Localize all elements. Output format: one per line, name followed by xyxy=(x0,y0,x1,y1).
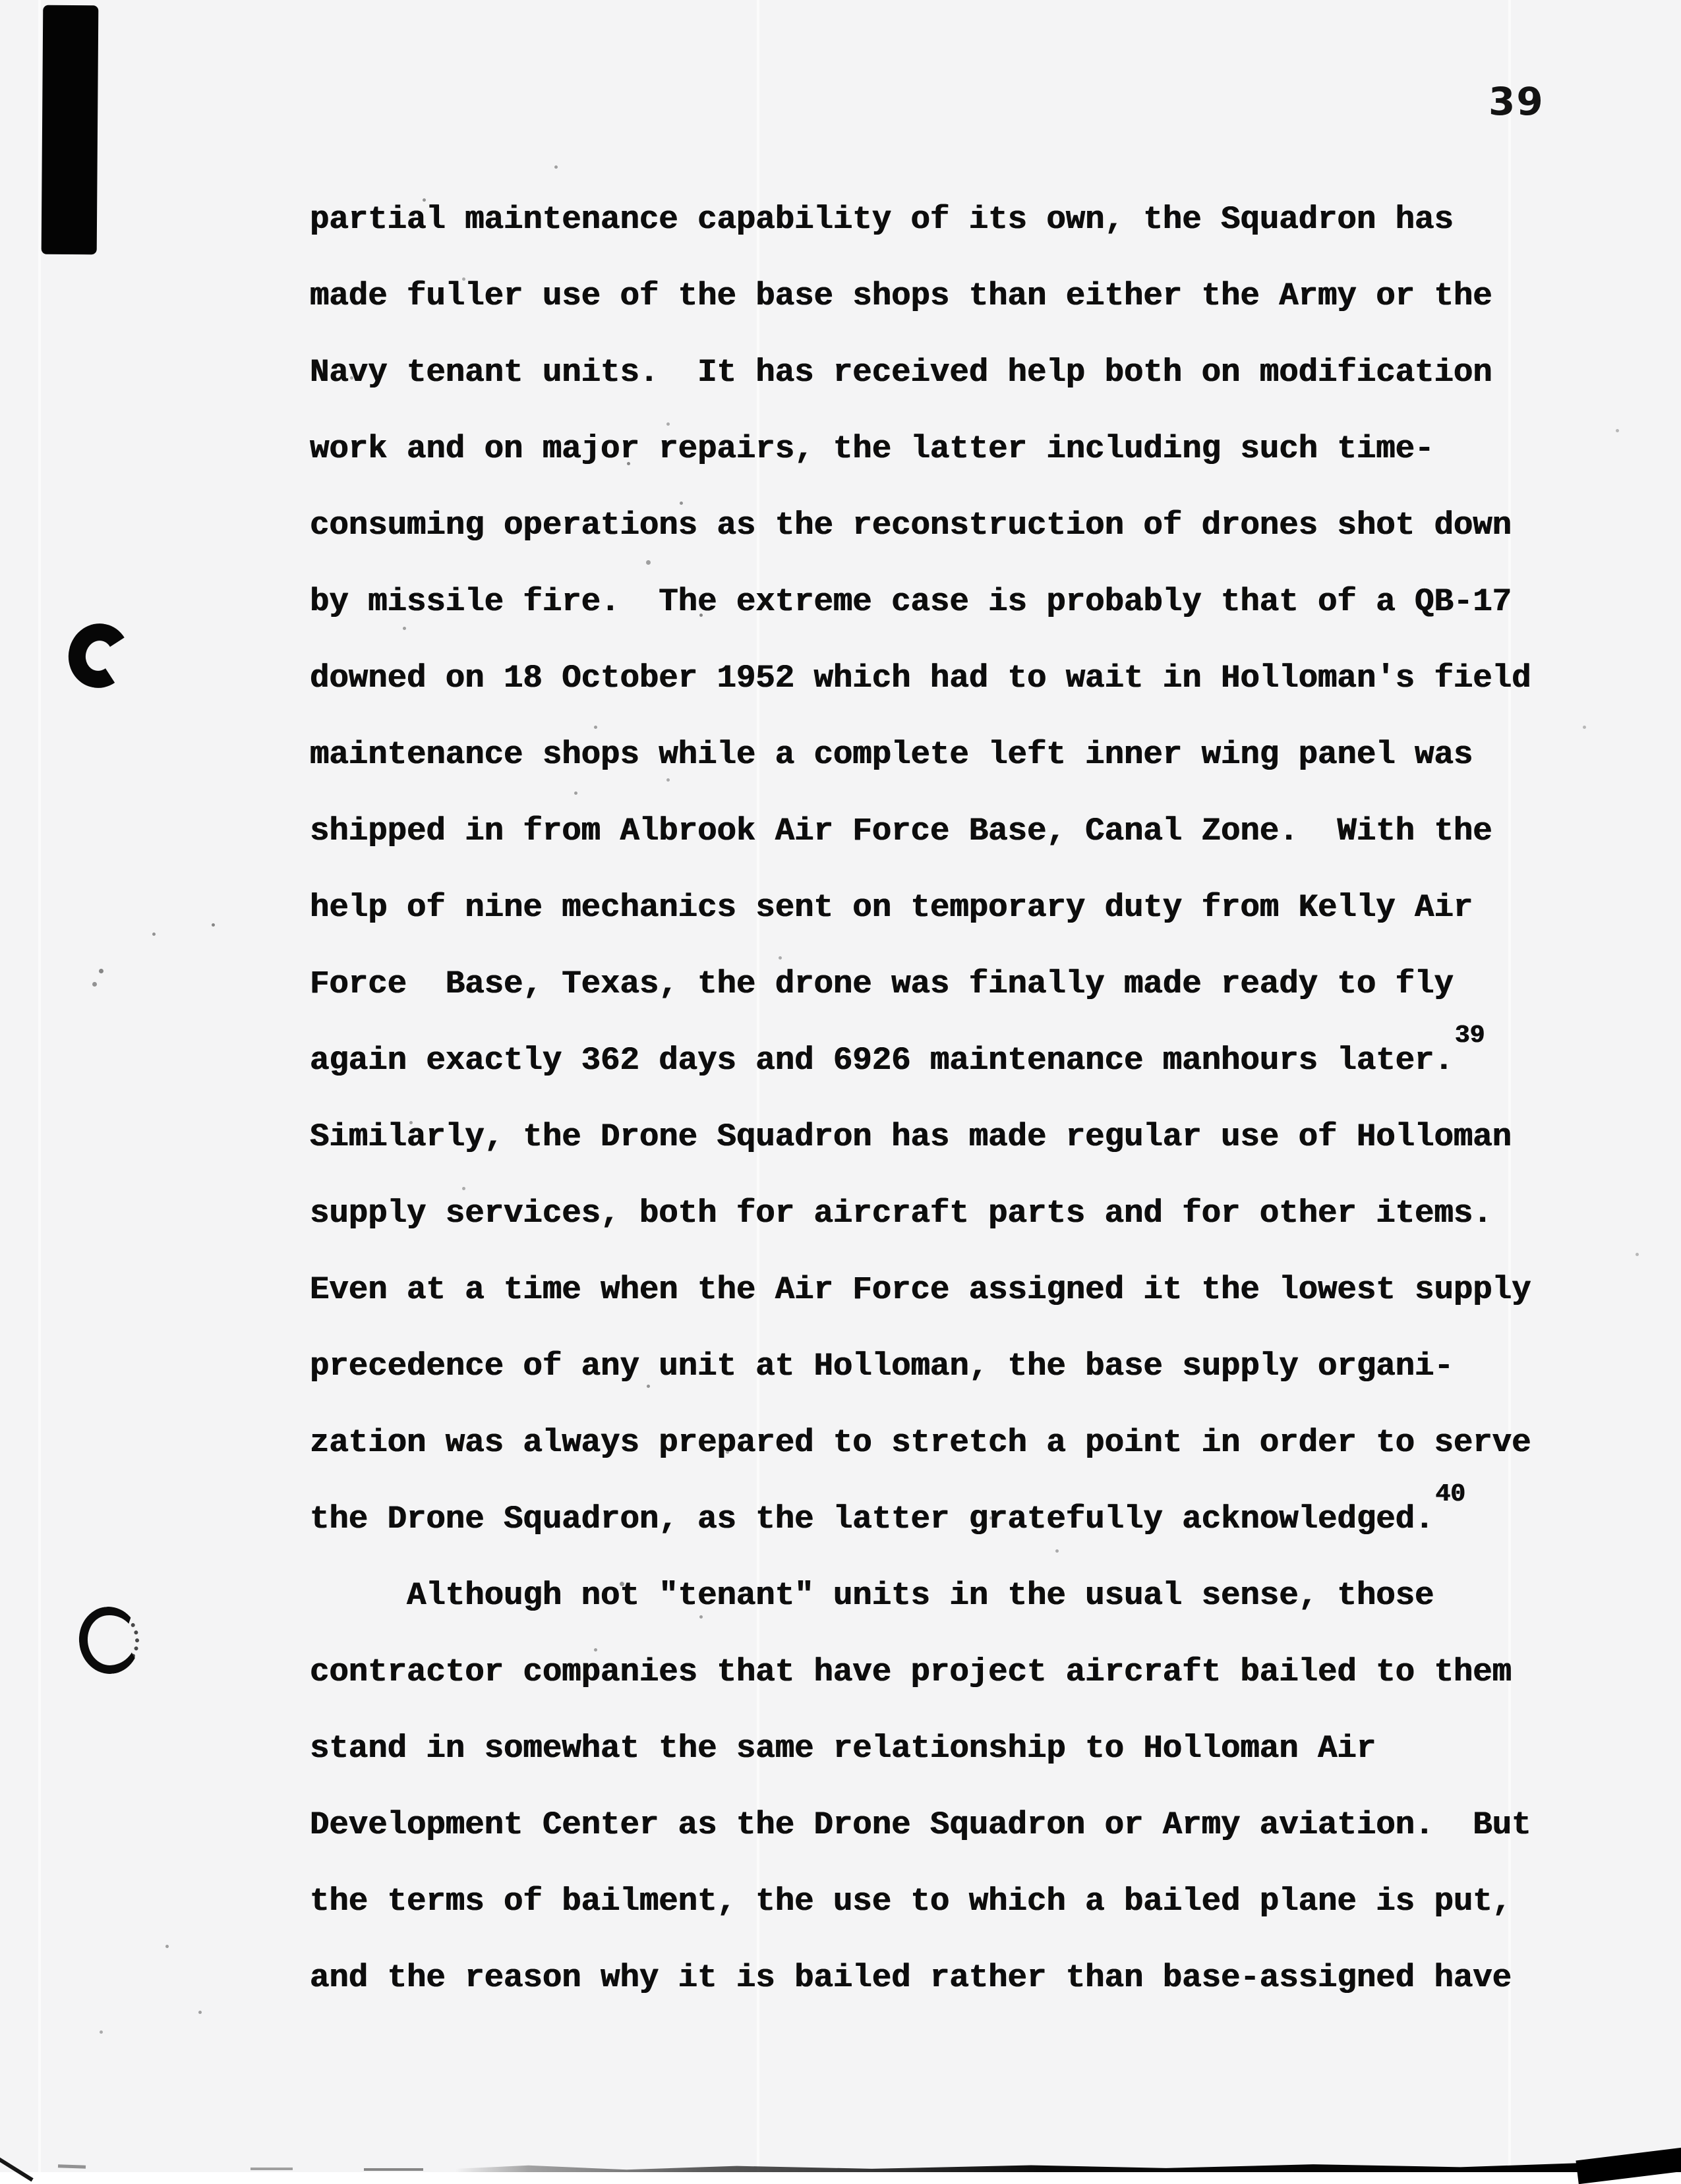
hole-punch-ring-mark xyxy=(76,1604,142,1677)
text-block xyxy=(310,181,1602,2016)
text-line: and the reason why it is bailed rather than base-assigned have xyxy=(310,1959,1512,1996)
text-line: Although not "tenant" units in the usual sense, those xyxy=(310,1577,1434,1614)
text-line: shipped in from Albrook Air Force Base, Canal Zone. With the xyxy=(310,813,1492,849)
text-line: supply services, both for aircraft parts and for other items. xyxy=(310,1195,1492,1232)
scan-bottom-edge-band xyxy=(455,2161,1681,2172)
text-line: precedence of any unit at Holloman, the base supply organi- xyxy=(310,1348,1454,1385)
text-line: Development Center as the Drone Squadron or Army aviation. But xyxy=(310,1806,1531,1843)
text-line: again exactly 362 days and 6926 maintenance manhours later.$^{39}$ xyxy=(310,1021,1485,1079)
scan-corner-tick xyxy=(0,2156,34,2181)
scan-bottom-dash xyxy=(364,2168,423,2171)
text-line: partial maintenance capability of its own, the Squadron has xyxy=(310,201,1454,238)
text-line: Even at a time when the Air Force assigned it the lowest supply xyxy=(310,1271,1531,1308)
text-line: Navy tenant units. It has received help both on modification xyxy=(310,354,1492,391)
footnote-reference: 39 xyxy=(1454,1021,1485,1050)
scan-fold-line xyxy=(38,0,41,2172)
text-line: work and on major repairs, the latter including such time- xyxy=(310,430,1434,467)
text-line: by missile fire. The extreme case is probably that of a QB-17 xyxy=(310,583,1512,620)
scan-bottom-dash xyxy=(251,2168,293,2170)
hole-punch-crescent-mark xyxy=(63,618,135,694)
text-line: downed on 18 October 1952 which had to wait in Holloman's field xyxy=(310,660,1531,697)
text-line: made fuller use of the base shops than either the Army or the xyxy=(310,277,1492,314)
text-line: zation was always prepared to stretch a point in order to serve xyxy=(310,1424,1531,1461)
footnote-reference: 40 xyxy=(1435,1480,1466,1509)
scan-bottom-dash xyxy=(58,2164,86,2168)
text-line: consuming operations as the reconstruction of drones shot down xyxy=(310,507,1512,544)
scan-edge-bar-artifact xyxy=(42,5,99,255)
text-line: Force Base, Texas, the drone was finally made ready to fly xyxy=(310,965,1454,1002)
text-line: the Drone Squadron, as the latter gratefully acknowledged.$^{40}$ xyxy=(310,1480,1466,1537)
text-line: stand in somewhat the same relationship to Holloman Air xyxy=(310,1730,1376,1767)
page-number: 39 xyxy=(1489,79,1545,124)
text-line: contractor companies that have project aircraft bailed to them xyxy=(310,1653,1512,1690)
scan-noise-specks xyxy=(0,0,2,2)
text-line: the terms of bailment, the use to which a bailed plane is put, xyxy=(310,1883,1512,1920)
text-line: help of nine mechanics sent on temporary duty from Kelly Air xyxy=(310,889,1473,926)
scan-bottom-corner-artifact xyxy=(1576,2147,1681,2184)
text-line: maintenance shops while a complete left inner wing panel was xyxy=(310,736,1473,773)
text-line: Similarly, the Drone Squadron has made regular use of Holloman xyxy=(310,1118,1512,1155)
